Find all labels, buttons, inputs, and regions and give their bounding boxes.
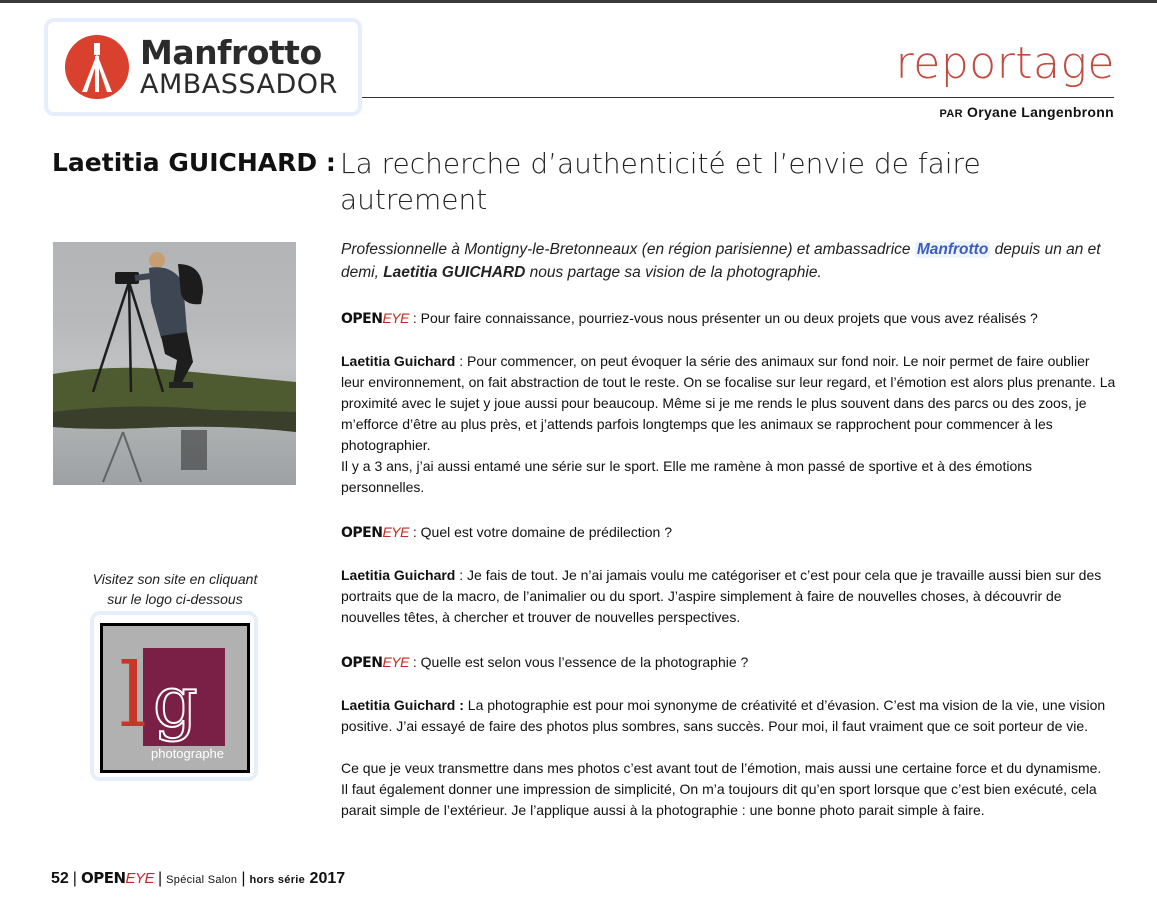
- answer-1: [341, 351, 1116, 456]
- intro-text-2: depuis un an et demi,: [341, 241, 1101, 281]
- byline-prefix: PAR: [939, 108, 963, 120]
- top-border: [0, 0, 1157, 3]
- question-1: [341, 308, 1116, 330]
- manfrotto-link[interactable]: Manfrotto: [916, 241, 989, 258]
- lg-logo-letter-l: l: [119, 644, 148, 747]
- page-footer: [51, 869, 345, 888]
- header-divider: [362, 97, 1114, 98]
- article-title-subtitle: La recherche d’authenticité et l’envie de faire autrement: [340, 147, 981, 216]
- lg-photographe-logo-link[interactable]: [90, 611, 258, 781]
- visit-caption-line-1: Visitez son site en cliquant: [92, 571, 258, 587]
- intro-text-3: nous partage sa vision de la photographie.: [525, 264, 822, 281]
- footer-openeye-eye: EYE: [125, 870, 155, 887]
- answer-4: Ce que je veux transmettre dans mes photos c’est avant tout de l’émotion, mais aussi une certaine force et du dynamisme.: [341, 760, 1102, 776]
- intro-text-1: Professionnelle à Montigny-le-Bretonneaux (en région parisienne) et ambassadrice: [341, 241, 915, 258]
- openeye-eye: EYE: [382, 310, 409, 326]
- footer-openeye-logo: [81, 869, 154, 887]
- lg-logo-word: photographe: [151, 746, 225, 761]
- page-number: 52: [51, 870, 69, 887]
- manfrotto-ambassador-logo[interactable]: [44, 18, 362, 116]
- footer-separator: |: [158, 870, 163, 887]
- footer-special: Spécial Salon: [166, 874, 238, 886]
- openeye-open: OPEN: [341, 655, 383, 671]
- footer-series: hors série: [249, 874, 306, 886]
- openeye-logo: [341, 311, 409, 327]
- lg-logo-art: [103, 626, 247, 770]
- lg-logo-letter-g: g: [153, 661, 198, 743]
- byline-author: Oryane Langenbronn: [967, 104, 1114, 120]
- openeye-eye: EYE: [382, 654, 409, 670]
- answer-3-text: La photographie est pour moi synonyme de créativité et d’évasion. C’est ma vision de la vie, une vision positive. J’ai essayé de faire des photos plus sombres, sans succès. Pour moi, il faut vraiment que ce soit porteur de vie.: [341, 697, 1106, 734]
- photographer-photo: [53, 242, 296, 485]
- footer-separator: |: [241, 870, 246, 887]
- answer-3: [341, 695, 1116, 737]
- footer-year: 2017: [309, 870, 346, 887]
- answer-3-name: Laetitia Guichard :: [341, 697, 464, 713]
- logo-subtitle-text: AMBASSADOR: [140, 69, 338, 100]
- article-body: [341, 238, 1116, 821]
- answer-1-name: Laetitia Guichard: [341, 353, 456, 369]
- openeye-open: OPEN: [341, 525, 383, 541]
- byline: [940, 104, 1115, 120]
- answer-2: [341, 565, 1116, 628]
- footer-separator: |: [72, 870, 77, 887]
- answer-1-continued: Il y a 3 ans, j’ai aussi entamé une série sur le sport. Elle me ramène à mon passé de sportive et à des émotions personnelles.: [341, 458, 1033, 495]
- article-intro: [341, 238, 1116, 284]
- answer-4-continued: Il faut également donner une impression de simplicité, On m’a toujours dit qu’en sport lorsque que c’est bien exécuté, cela parait simple de l’extérieur. Je l’applique aussi à la photographie : une bonne photo parait simple à faire.: [341, 781, 1097, 818]
- article-title-name: Laetitia GUICHARD :: [52, 148, 336, 177]
- question-1-text: : Pour faire connaissance, pourriez-vous nous présenter un ou deux projets que vous avez réalisés ?: [408, 310, 1038, 326]
- footer-openeye-open: OPEN: [80, 869, 126, 887]
- intro-name: Laetitia GUICHARD: [383, 264, 526, 281]
- section-title: reportage: [895, 38, 1115, 89]
- answer-2-name: Laetitia Guichard: [341, 567, 456, 583]
- question-2-text: : Quel est votre domaine de prédilection ?: [408, 524, 673, 540]
- question-2: [341, 522, 1116, 544]
- question-3-text: : Quelle est selon vous l’essence de la photographie ?: [408, 654, 749, 670]
- openeye-open: OPEN: [341, 311, 383, 327]
- manfrotto-tripod-icon: [64, 34, 130, 100]
- visit-caption-line-2: sur le logo ci-dessous: [107, 591, 243, 607]
- answer-2-text: : Je fais de tout. Je n’ai jamais voulu me catégoriser et c’est pour cela que je travaille aussi bien sur des portraits que de la macro, de l’animalier ou du sport. J’aspire simplement à faire de nouvelles choses, à découvrir de nouvelles têtes, à chercher et trouver de nouvelles perspectives.: [341, 567, 1102, 625]
- lg-logo-image: [100, 623, 250, 773]
- visit-site-caption: [52, 569, 298, 609]
- openeye-logo: [341, 655, 409, 671]
- question-3: [341, 652, 1116, 674]
- openeye-logo: [341, 525, 409, 541]
- answer-1-text: : Pour commencer, on peut évoquer la série des animaux sur fond noir. Le noir permet de faire oublier leur environnement, on fait abstraction de tout le reste. On se focalise sur leur regard, et l’émotion est alors plus prenante. La proximité avec le sujet y joue aussi pour beaucoup. Même si je me rends le plus souvent dans des parcs ou des zoos, je m’efforce d’être au plus près, et j’attends parfois longtemps que les animaux se rapprochent pour commencer à les photographier.: [341, 353, 1116, 453]
- logo-brand-text: Manfrotto: [140, 33, 322, 72]
- openeye-eye: EYE: [382, 524, 409, 540]
